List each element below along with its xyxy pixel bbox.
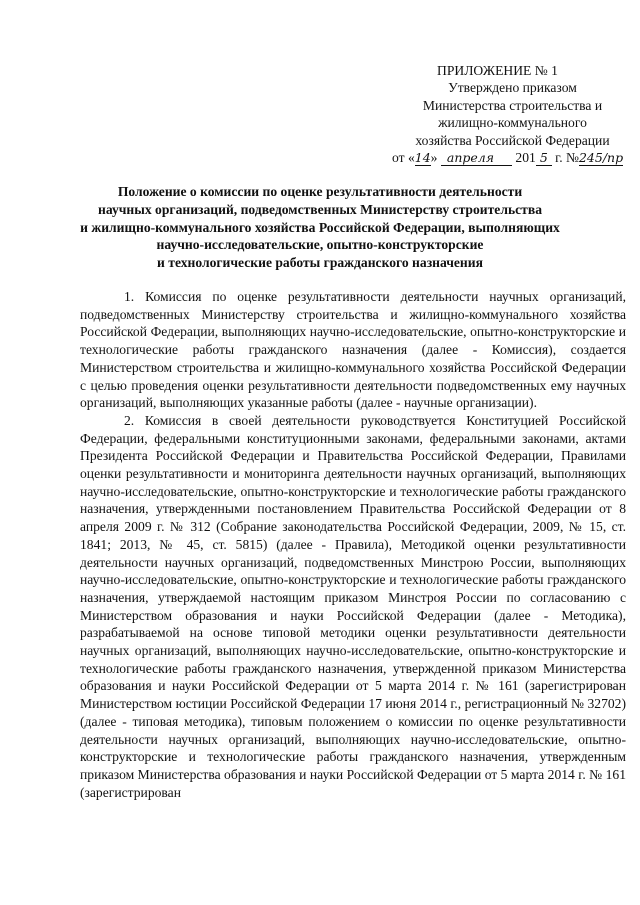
- appendix-number: ПРИЛОЖЕНИЕ № 1: [437, 63, 558, 78]
- date-mid: »: [430, 150, 441, 166]
- order-prefix: г. №: [551, 150, 579, 166]
- handwritten-day: 14: [414, 150, 431, 166]
- handwritten-year-digit: 5: [536, 150, 552, 166]
- year-prefix: 201: [512, 150, 536, 166]
- ministry-line-3: хозяйства Российской Федерации: [415, 132, 610, 148]
- paragraph-1: 1. Комиссия по оценке результативности деятельности научных организаций, подведомственных Министерству строительства и жилищно-коммунального хозяйства Российской Федерации, выполняющих научно-исследовательские, опытно-конструкторские и технологические работы гражданского назначения (далее - Комиссия), создается Министерством строительства и жилищно-коммунального хозяйства Российской Федерации с целью проведения оценки результативности деятельности подведомственных ему научных организаций, выполняющих указанные работы (далее - научные организации).: [80, 289, 626, 411]
- ministry-line-2: жилищно-коммунального: [438, 115, 587, 131]
- date-prefix: от «: [392, 150, 415, 166]
- title-line-2: научных организаций, подведомственных Министерству строительства: [98, 201, 542, 217]
- title-line-4: научно-исследовательские, опытно-конструкторские: [156, 237, 484, 253]
- document-title: [80, 183, 560, 272]
- handwritten-order-number: 245/пр: [578, 150, 624, 166]
- handwritten-month: апреля: [441, 150, 512, 166]
- title-line-5: и технологические работы гражданского назначения: [157, 255, 483, 271]
- paragraph-2: 2. Комиссия в своей деятельности руководствуется Конституцией Российской Федерации, федеральными конституционными законами, федеральными законами, актами Президента Российской Федерации и Правительства Российской Федерации, Правилами оценки результативности и мониторинга деятельности научных организаций, выполняющих научно-исследовательские, опытно-конструкторские и технологические работы гражданского назначения, утвержденными постановлением Правительства Российской Федерации от 8 апреля 2009 г. № 312 (Собрание законодательства Российской Федерации, 2009, № 15, ст. 1841; 2013, № 45, ст. 5815) (далее - Правила), Методикой оценки результативности деятельности научных организаций, подведомственных Минстрою России, выполняющих научно-исследовательские, опытно-конструкторские и технологические работы гражданского назначения, утверждаемой настоящим приказом Минстроя России по согласованию с Министерством образования и науки Российской Федерации (далее - Методика), разрабатываемой на основе типовой методики оценки результативности деятельности научных организаций, выполняющих научно-исследовательские, опытно-конструкторские и технологические работы гражданского назначения, утвержденной приказом Министерства образования и науки Российской Федерации от 5 марта 2014 г. № 161 (зарегистрирован Министерством юстиции Российской Федерации 17 июня 2014 г., регистрационный № 32702) (далее - типовая методика), типовым положением о комиссии по оценке результативности деятельности научных организаций, выполняющих научно-исследовательские, опытно-конструкторские и технологические работы гражданского назначения, утвержденным приказом Министерства образования и науки Российской Федерации от 5 марта 2014 г. № 161 (зарегистрирован: [80, 412, 626, 800]
- order-date-line: [392, 149, 635, 166]
- appendix-header: [390, 62, 635, 166]
- approved-line: Утверждено приказом: [448, 80, 577, 96]
- title-line-3: и жилищно-коммунального хозяйства Российской Федерации, выполняющих: [80, 219, 560, 235]
- title-line-1: Положение о комиссии по оценке результативности деятельности: [117, 184, 523, 199]
- document-body: [80, 288, 626, 801]
- ministry-line-1: Министерства строительства и: [422, 97, 603, 113]
